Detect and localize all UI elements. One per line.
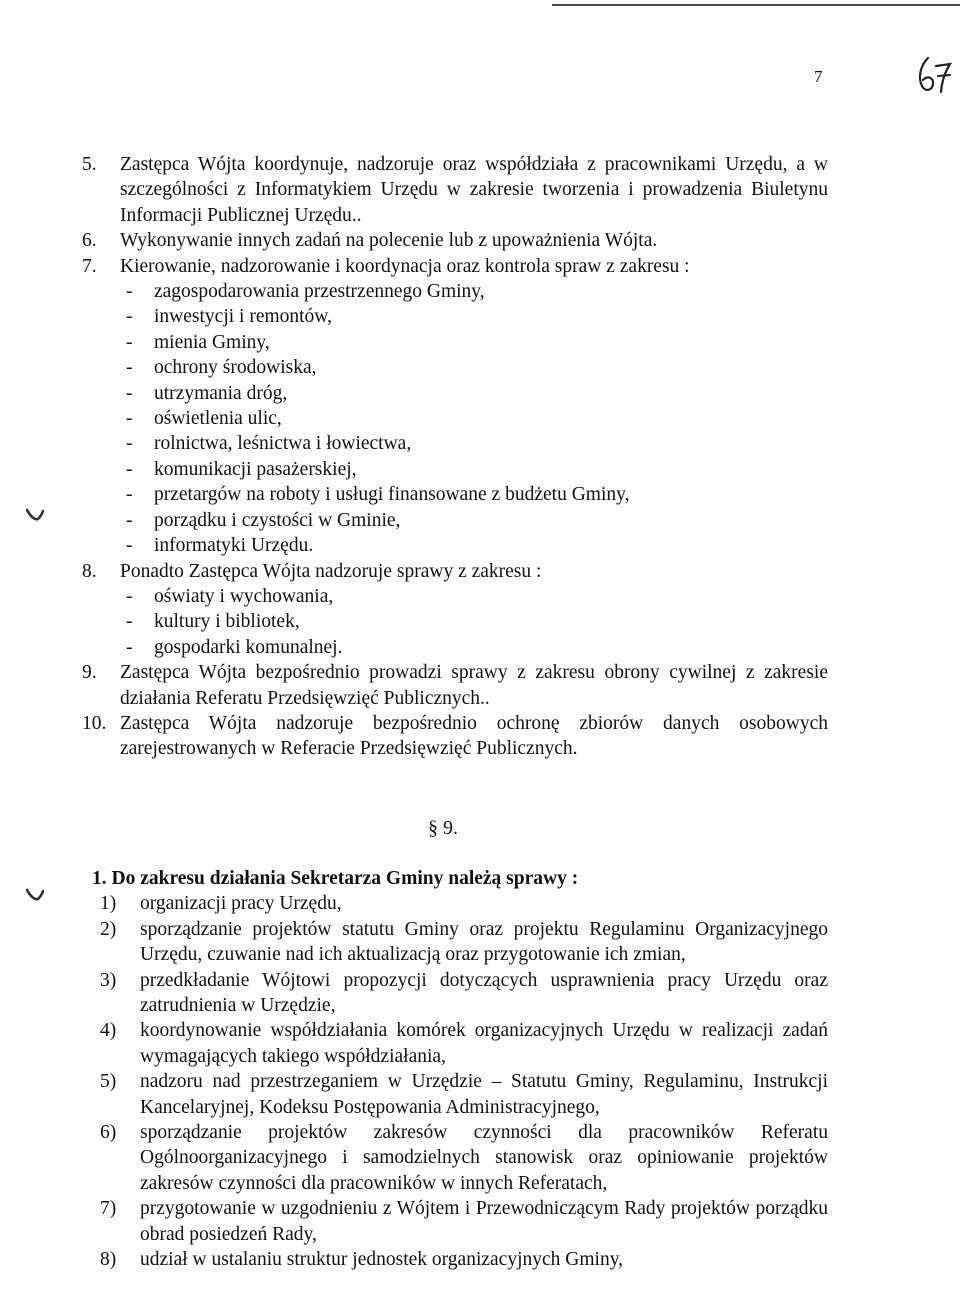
item-number: 9. [82,662,97,684]
list-item [100,1196,828,1247]
dash-list-item: - oświetlenia ulic, [126,408,282,430]
dash-list-item: - kultury i bibliotek, [126,611,300,633]
list-item [82,660,828,711]
list-item [82,152,828,228]
item-text: przedkładanie Wójtowi propozycji dotyczących usprawnienia pracy Urzędu oraz zatrudnienia w Urzędzie, [140,969,828,1017]
list-item [82,228,828,253]
dash-item-text: informatyki Urzędu. [154,535,314,557]
dash-item-text: przetargów na roboty i usługi finansowane z budżetu Gminy, [154,484,630,506]
dash-item-text: oświetlenia ulic, [154,408,282,430]
item-number: 7) [100,1198,117,1220]
dash-list-item: - porządku i czystości w Gminie, [126,509,401,531]
item-number: 10. [82,712,107,734]
list-item [82,254,828,279]
dash-list-item: - oświaty i wychowania, [126,585,334,607]
item-number: 1) [100,893,117,915]
dash-list-item: - gospodarki komunalnej. [126,636,343,658]
item-text: Wykonywanie innych zadań na polecenie lub z upoważnienia Wójta. [120,230,658,252]
section-block [92,866,828,1273]
margin-check-mark [26,888,44,902]
page-number: 7 [814,67,823,86]
dash-item-text: oświaty i wychowania, [154,585,334,607]
item-text: sporządzanie projektów zakresów czynności dla pracowników Referatu Ogólnoorganizacyjnego i samodzielnych stanowisk oraz opiniowanie projektów zakresów czynności dla pracowników w innych Referatach, [140,1122,828,1194]
item-number: 5) [100,1071,117,1093]
list-item [100,891,828,916]
item7-dash-list [82,279,828,558]
dash-list-item: - informatyki Urzędu. [126,535,314,557]
dash-item-text: gospodarki komunalnej. [154,636,343,658]
dash-item-text: kultury i bibliotek, [154,611,300,633]
list-item [100,968,828,1019]
item-text: organizacji pracy Urzędu, [140,893,342,915]
item-number: 7. [82,255,97,277]
item-text: przygotowanie w uzgodnieniu z Wójtem i Przewodniczącym Rady projektów porządku obrad posiedzeń Rady, [140,1198,828,1245]
dash-item-text: ochrony środowiska, [154,357,317,379]
dash-list-item: - komunikacji pasażerskiej, [126,458,357,480]
dash-list-item: - rolnictwa, leśnictwa i łowiectwa, [126,433,412,455]
handwritten-page-number [914,52,958,96]
item-text: Zastępca Wójta bezpośrednio prowadzi sprawy z zakresu obrony cywilnej z zakresie działania Referatu Przedsięwzięć Publicznych.. [120,662,828,709]
item-number: 8) [100,1249,117,1271]
item-number: 5. [82,154,97,175]
list-item [100,917,828,968]
dash-item-text: utrzymania dróg, [154,382,288,404]
list-item [100,1018,828,1069]
item8-dash-list [82,584,828,660]
item-number: 6. [82,230,97,252]
dash-item-text: mienia Gminy, [154,331,270,353]
item-number: 8. [82,560,97,582]
dash-list-item: - mienia Gminy, [126,331,270,353]
item-text: udział w ustalaniu struktur jednostek organizacyjnych Gminy, [140,1249,624,1271]
list-item [100,1120,828,1196]
list-item [100,1247,828,1272]
margin-check-mark [26,508,44,522]
item-text: Kierowanie, nadzorowanie i koordynacja oraz kontrola spraw z zakresu : [120,255,690,277]
item-text: koordynowanie współdziałania komórek organizacyjnych Urzędu w realizacji zadań wymagających takiego współdziałania, [140,1020,828,1067]
dash-list-item: - przetargów na roboty i usługi finansowane z budżetu Gminy, [126,484,630,506]
list-item [82,559,828,584]
item-number: 4) [100,1020,117,1042]
section-title: 1. Do zakresu działania Sekretarza Gminy należą sprawy : [92,868,579,889]
dash-list-item: - ochrony środowiska, [126,357,317,379]
scan-edge-line [552,4,960,6]
item-text: Zastępca Wójta nadzoruje bezpośrednio ochronę zbiorów danych osobowych zarejestrowanych w Referacie Przedsięwzięć Publicznych. [120,712,828,760]
paragraph-block-upper [82,152,828,762]
item-text: Zastępca Wójta koordynuje, nadzoruje oraz współdziała z pracownikami Urzędu, a w szczególności z Informatykiem Urzędu w zakresie tworzenia i prowadzenia Biuletynu Informacji Publicznej Urzędu.. [120,154,828,226]
section-mark: § 9. [428,817,458,839]
dash-list-item: - inwestycji i remontów, [126,306,332,328]
item-number: 6) [100,1122,117,1144]
dash-item-text: rolnictwa, leśnictwa i łowiectwa, [154,433,412,455]
list-item [82,711,828,762]
item-text: Ponadto Zastępca Wójta nadzoruje sprawy z zakresu : [120,560,542,582]
item-number: 3) [100,969,117,991]
item-text: nadzoru nad przestrzeganiem w Urzędzie – Statutu Gminy, Regulaminu, Instrukcji Kancelaryjnej, Kodeksu Postępowania Administracyjnego, [140,1071,828,1118]
dash-item-text: komunikacji pasażerskiej, [154,458,357,480]
list-item [100,1069,828,1120]
dash-list-item: - zagospodarowania przestrzennego Gminy, [126,281,485,303]
dash-item-text: porządku i czystości w Gminie, [154,509,401,531]
item-number: 2) [100,918,117,940]
dash-item-text: inwestycji i remontów, [154,306,332,328]
dash-item-text: zagospodarowania przestrzennego Gminy, [154,281,485,303]
dash-list-item: - utrzymania dróg, [126,382,288,404]
item-text: sporządzanie projektów statutu Gminy oraz projektu Regulaminu Organizacyjnego Urzędu, czuwanie nad ich aktualizacją oraz przygotowanie ich zmian, [140,918,828,966]
